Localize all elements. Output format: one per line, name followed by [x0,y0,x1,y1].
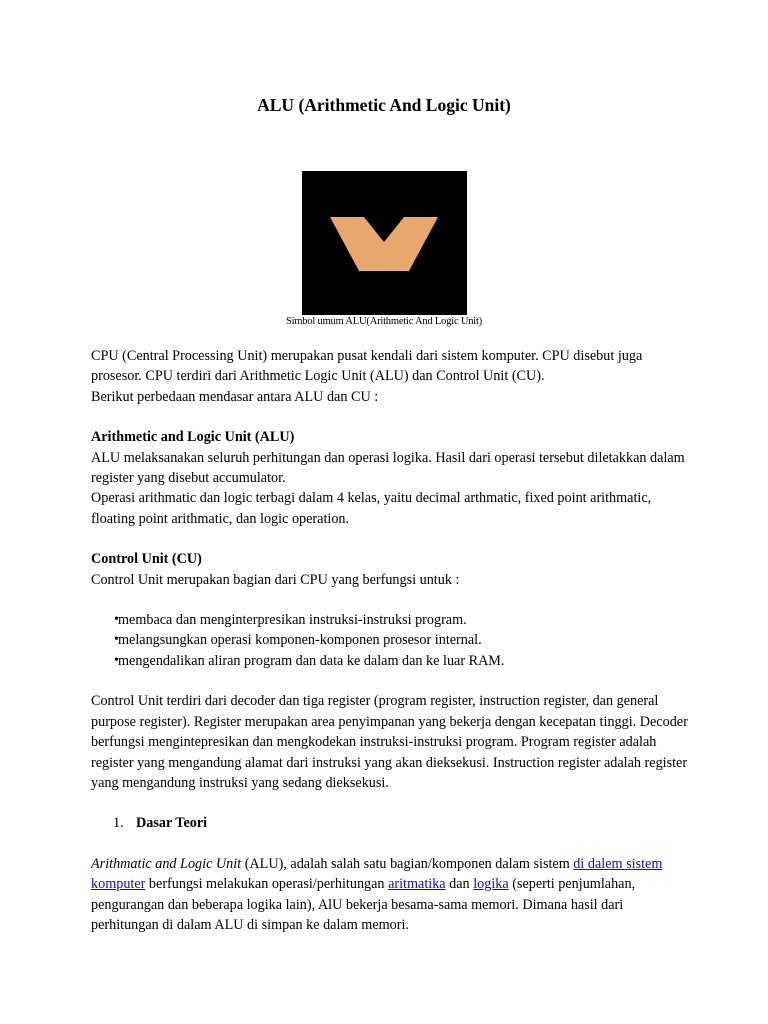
theory-term: Arithmatic and Logic Unit [91,855,242,872]
link-aritmatika[interactable]: aritmatika [388,876,446,893]
alu-v-logo-icon [302,171,467,315]
link-logika[interactable]: logika [473,876,509,893]
section-dasar-teori [91,813,691,833]
alu-paragraph-1: ALU melaksanakan seluruh perhitungan dan operasi logika. Hasil dari operasi tersebut diletakkan dalam register yang disebut accumulator. [91,449,685,487]
intro-lead: Berikut perbedaan mendasar antara ALU dan CU : [91,388,379,405]
alu-heading: Arithmetic and Logic Unit (ALU) [91,429,295,446]
theory-text-4: (seperti penjumlahan, pengurangan dan beberapa logika lain), AlU bekerja besama-sama memori. Dimana hasil dari perhitungan di dalam ALU di simpan ke dalam memori. [91,876,636,933]
theory-text-2: berfungsi melakukan operasi/perhitungan [145,876,389,893]
alu-logo-image [302,171,467,315]
theory-paragraph [91,854,691,936]
section-heading: Dasar Teori [136,815,208,832]
cu-intro: Control Unit merupakan bagian dari CPU yang berfungsi untuk : [91,571,460,588]
alu-paragraph-2: Operasi arithmatic dan logic terbagi dalam 4 kelas, yaitu decimal arthmatic, fixed point arithmatic, floating point arithmatic, dan logic operation. [91,490,652,527]
cu-function-list [91,610,691,671]
cu-paragraph: Control Unit terdiri dari decoder dan tiga register (program register, instruction register, dan general purpose register). Register merupakan area penyimpanan yang bekerja dengan kecepatan tinggi. Decoder berfungsi mengintepresikan dan mengkodekan instruksi-instruksi program. Program register adalah register yang mengandung alamat dari instruksi yang akan dieksekusi. Instruction register adalah register yang mengandung instruksi yang sedang dieksekusi. [91,693,688,791]
list-item: • membaca dan menginterpresikan instruksi-instruksi program. [91,610,691,630]
list-item: • mengendalikan aliran program dan data ke dalam dan ke luar RAM. [91,651,691,671]
figure-caption: Simbol umum ALU(Arithmetic And Logic Unit) [285,316,483,327]
theory-text-1: (ALU), adalah salah satu bagian/komponen dalam sistem [241,855,574,872]
list-item: • melangsungkan operasi komponen-komponen prosesor internal. [91,630,691,650]
section-number: 1. [113,815,124,832]
document-body [91,346,691,935]
intro-paragraph: CPU (Central Processing Unit) merupakan pusat kendali dari sistem komputer. CPU disebut juga prosesor. CPU terdiri dari Arithmetic Logic Unit (ALU) dan Control Unit (CU). [91,348,643,385]
cu-heading: Control Unit (CU) [91,551,202,568]
theory-text-3: dan [445,876,474,893]
link-sistem-komputer[interactable]: di dalem sistem komputer [91,855,663,893]
page-title: ALU (Arithmetic And Logic Unit) [257,95,511,115]
